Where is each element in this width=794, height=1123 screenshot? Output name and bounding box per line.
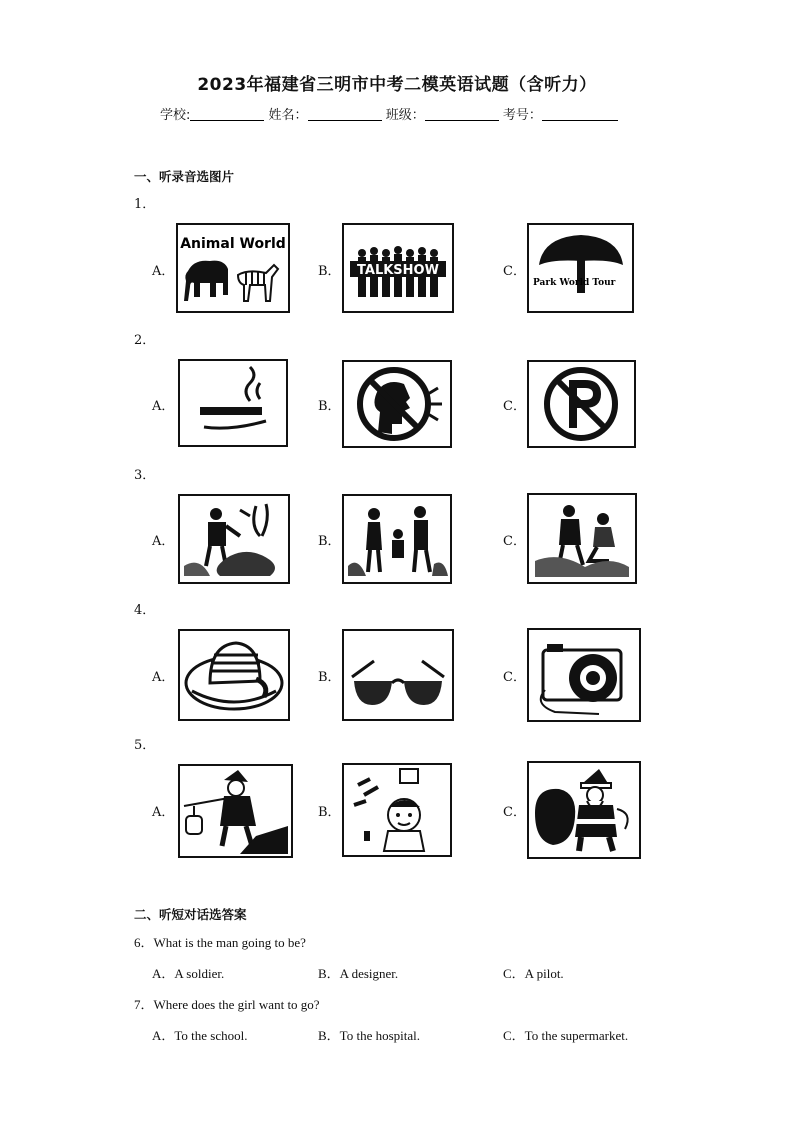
no-parking-icon [529, 362, 634, 446]
no-talking-icon [344, 362, 450, 446]
boy-with-firecrackers-icon [344, 765, 450, 855]
q7-answer-b[interactable]: B．To the hospital. [318, 1028, 421, 1043]
q6-text: What is the man going to be? [153, 935, 306, 950]
q4-picture-camera[interactable] [527, 628, 641, 722]
name-blank[interactable] [308, 108, 382, 121]
exam-no-label: 考号： [502, 108, 542, 123]
q1-option-a[interactable]: A． [152, 264, 175, 279]
q5-picture-a[interactable] [178, 764, 293, 858]
q6-answer-c[interactable]: C．A pilot. [503, 966, 564, 981]
people-planting-icon [180, 496, 288, 582]
q5-option-b[interactable]: B． [318, 805, 341, 820]
q7-answer-c[interactable]: C．To the supermarket. [503, 1028, 629, 1043]
q3-option-c[interactable]: C． [503, 534, 526, 549]
q4-option-c[interactable]: C． [503, 670, 526, 685]
q5-number: 5． [134, 738, 156, 753]
sunglasses-icon [344, 631, 452, 719]
student-info-line [160, 104, 618, 123]
family-walking-icon [344, 496, 450, 582]
q3-option-b[interactable]: B． [318, 534, 341, 549]
q7-text: Where does the girl want to go? [153, 997, 320, 1012]
q2-number: 2． [134, 333, 156, 348]
park-world-tour-logo [529, 225, 632, 311]
animal-world-logo [178, 225, 288, 311]
q2-option-a[interactable]: A． [152, 399, 175, 414]
q7-answer-a[interactable]: A．To the school. [152, 1028, 248, 1043]
section-1-heading: 一、听录音选图片 [134, 169, 235, 184]
school-label: 学校: [160, 108, 191, 123]
q1-option-b[interactable]: B． [318, 264, 341, 279]
q3-picture-c[interactable] [527, 493, 637, 584]
q2-option-b[interactable]: B． [318, 399, 341, 414]
q5-picture-c[interactable] [527, 761, 641, 859]
santa-claus-icon [529, 763, 639, 857]
hikers-resting-icon [529, 495, 635, 582]
q5-option-c[interactable]: C． [503, 805, 526, 820]
q2-picture-no-loud-talking[interactable] [342, 360, 452, 448]
q4-option-b[interactable]: B． [318, 670, 341, 685]
talkshow-logo [344, 225, 452, 311]
exam-no-blank[interactable] [542, 108, 618, 121]
q1-pic-c-text: Park World Tour [533, 278, 616, 288]
section-2-heading: 二、听短对话选答案 [134, 907, 247, 922]
elephant-icon [184, 261, 228, 301]
q1-number: 1． [134, 197, 156, 212]
q6-answer-a[interactable]: A．A soldier. [152, 966, 225, 981]
cigarette-icon [180, 361, 286, 445]
q5-picture-b[interactable] [342, 763, 452, 857]
q4-picture-hat[interactable] [178, 629, 290, 721]
q4-option-a[interactable]: A． [152, 670, 175, 685]
school-blank[interactable] [190, 108, 264, 121]
q5-option-a[interactable]: A． [152, 805, 175, 820]
zebra-icon [238, 265, 278, 301]
child-with-lantern-icon [180, 766, 291, 856]
q6-answer-b[interactable]: B．A designer. [318, 966, 399, 981]
q4-number: 4． [134, 603, 156, 618]
class-label: 班级： [385, 108, 425, 123]
page-title: 2023年福建省三明市中考二模英语试题（含听力） [197, 75, 597, 95]
q3-picture-b[interactable] [342, 494, 452, 584]
camera-icon [529, 630, 639, 720]
q7-question [134, 994, 320, 1013]
q6-number: 6． [134, 935, 154, 950]
q2-picture-smoking[interactable] [178, 359, 288, 447]
q2-option-c[interactable]: C． [503, 399, 526, 414]
q3-number: 3． [134, 468, 156, 483]
q1-pic-a-text: Animal World [180, 236, 286, 252]
q6-question [134, 932, 306, 951]
q4-picture-sunglasses[interactable] [342, 629, 454, 721]
q1-picture-park-world-tour[interactable] [527, 223, 634, 313]
q1-picture-talkshow[interactable] [342, 223, 454, 313]
gift-sack-icon [535, 789, 575, 845]
q7-number: 7． [134, 997, 154, 1012]
q1-picture-animal-world[interactable] [176, 223, 290, 313]
class-blank[interactable] [425, 108, 499, 121]
name-label: 姓名： [268, 108, 308, 123]
q3-option-a[interactable]: A． [152, 534, 175, 549]
sun-hat-icon [180, 631, 288, 719]
q3-picture-a[interactable] [178, 494, 290, 584]
q2-picture-no-parking[interactable] [527, 360, 636, 448]
q1-pic-b-text: TALKSHOW [357, 263, 439, 278]
q1-option-c[interactable]: C． [503, 264, 526, 279]
